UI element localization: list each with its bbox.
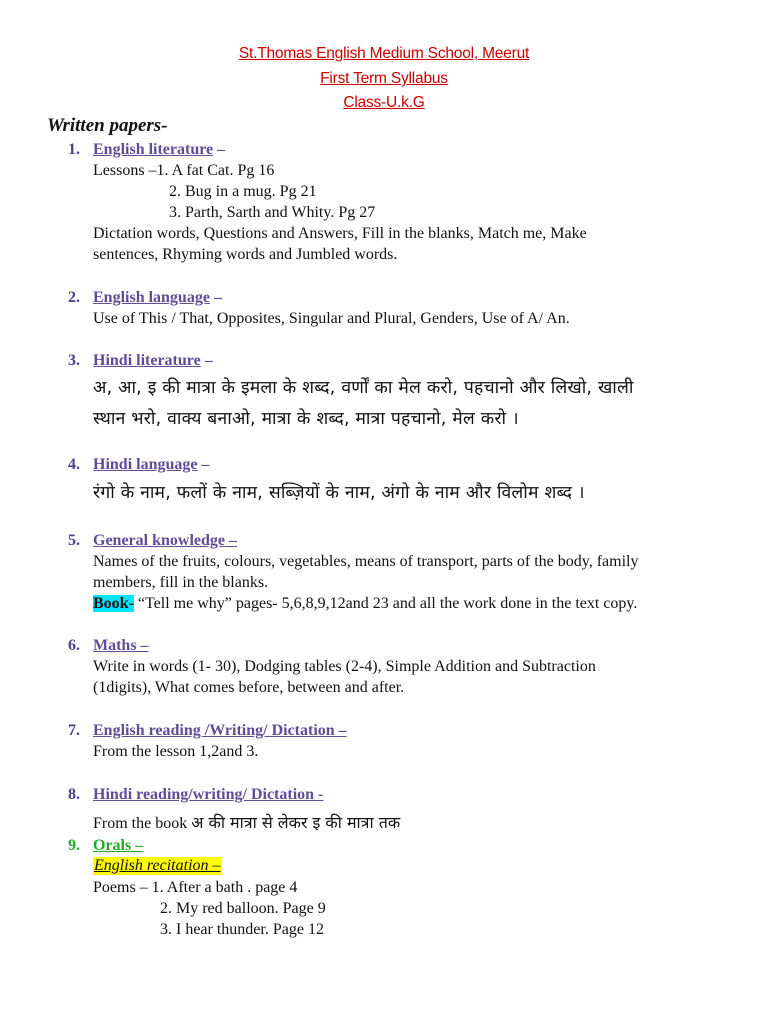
general-knowledge-label: General knowledge – <box>93 532 237 549</box>
item-number-4: 4. <box>68 456 80 473</box>
english-literature-line: sentences, Rhyming words and Jumbled words. <box>93 246 398 263</box>
book-label: Book- <box>93 595 134 612</box>
english-reading-title <box>93 722 347 740</box>
title-dash: – <box>197 456 210 473</box>
item-number-1: 1. <box>68 141 80 158</box>
hindi-reading-label: Hindi reading/writing/ Dictation - <box>93 786 324 803</box>
poem-line: 2. My red balloon. Page 9 <box>160 900 326 917</box>
book-reference-line <box>93 595 637 613</box>
item-number-3: 3. <box>68 352 80 369</box>
title-dash: – <box>209 289 222 306</box>
general-knowledge-line: Names of the fruits, colours, vegetables, means of transport, parts of the body, family <box>93 553 639 570</box>
hindi-literature-title <box>93 352 213 370</box>
school-name: St.Thomas English Medium School, Meerut <box>238 45 530 62</box>
english-recitation-subtitle: English recitation – <box>94 857 221 874</box>
hindi-reading-hindi: अ की मात्रा से लेकर इ की मात्रा तक <box>191 813 401 832</box>
hindi-reading-title <box>93 786 323 804</box>
item-number-9: 9. <box>68 837 80 854</box>
english-literature-line: Lessons –1. A fat Cat. Pg 16 <box>93 162 275 179</box>
general-knowledge-title <box>93 532 237 550</box>
english-language-line: Use of This / That, Opposites, Singular and Plural, Genders, Use of A/ An. <box>93 310 570 327</box>
general-knowledge-line: members, fill in the blanks. <box>93 574 269 591</box>
poem-line: Poems – 1. After a bath . page 4 <box>93 879 298 896</box>
written-papers-heading: Written papers- <box>47 115 168 136</box>
english-literature-title <box>93 141 225 159</box>
english-literature-line: 2. Bug in a mug. Pg 21 <box>169 183 317 200</box>
english-language-label: English language <box>93 289 210 306</box>
hindi-literature-line: स्थान भरो, वाक्य बनाओ, मात्रा के शब्द, मात्रा पहचानो, मेल करो । <box>93 409 519 429</box>
hindi-literature-line: अ, आ, इ की मात्रा के इमला के शब्द, वर्णों का मेल करो, पहचानो और लिखो, खाली <box>93 378 634 398</box>
poem-line: 3. I hear thunder. Page 12 <box>160 921 324 938</box>
hindi-language-title <box>93 456 209 474</box>
item-number-6: 6. <box>68 637 80 654</box>
english-literature-line: 3. Parth, Sarth and Whity. Pg 27 <box>169 204 376 221</box>
maths-label: Maths – <box>93 637 149 654</box>
orals-label: Orals – <box>93 837 144 854</box>
english-reading-label: English reading /Writing/ Dictation – <box>93 722 347 739</box>
english-literature-label: English literature <box>93 141 214 158</box>
maths-line: Write in words (1- 30), Dodging tables (2-4), Simple Addition and Subtraction <box>93 658 596 675</box>
book-text: “Tell me why” pages- 5,6,8,9,12and 23 and all the work done in the text copy. <box>133 595 638 612</box>
item-number-7: 7. <box>68 722 80 739</box>
item-number-2: 2. <box>68 289 80 306</box>
class-title: Class-U.k.G <box>343 94 425 111</box>
orals-title <box>93 837 143 855</box>
title-dash: – <box>213 141 226 158</box>
english-language-title <box>93 289 222 307</box>
term-title: First Term Syllabus <box>320 70 448 87</box>
english-literature-line: Dictation words, Questions and Answers, Fill in the blanks, Match me, Make <box>93 225 587 242</box>
hindi-language-line: रंगो के नाम, फलों के नाम, सब्ज़ियों के नाम, अंगो के नाम और विलोम शब्द । <box>93 483 585 503</box>
hindi-reading-prefix: From the book <box>93 815 192 832</box>
hindi-language-label: Hindi language <box>93 456 198 473</box>
maths-title <box>93 637 149 655</box>
maths-line: (1digits), What comes before, between and after. <box>93 679 405 696</box>
item-number-8: 8. <box>68 786 80 803</box>
title-dash: – <box>200 352 213 369</box>
english-reading-line: From the lesson 1,2and 3. <box>93 743 259 760</box>
hindi-literature-label: Hindi literature <box>93 352 201 369</box>
hindi-reading-line <box>93 811 400 833</box>
item-number-5: 5. <box>68 532 80 549</box>
